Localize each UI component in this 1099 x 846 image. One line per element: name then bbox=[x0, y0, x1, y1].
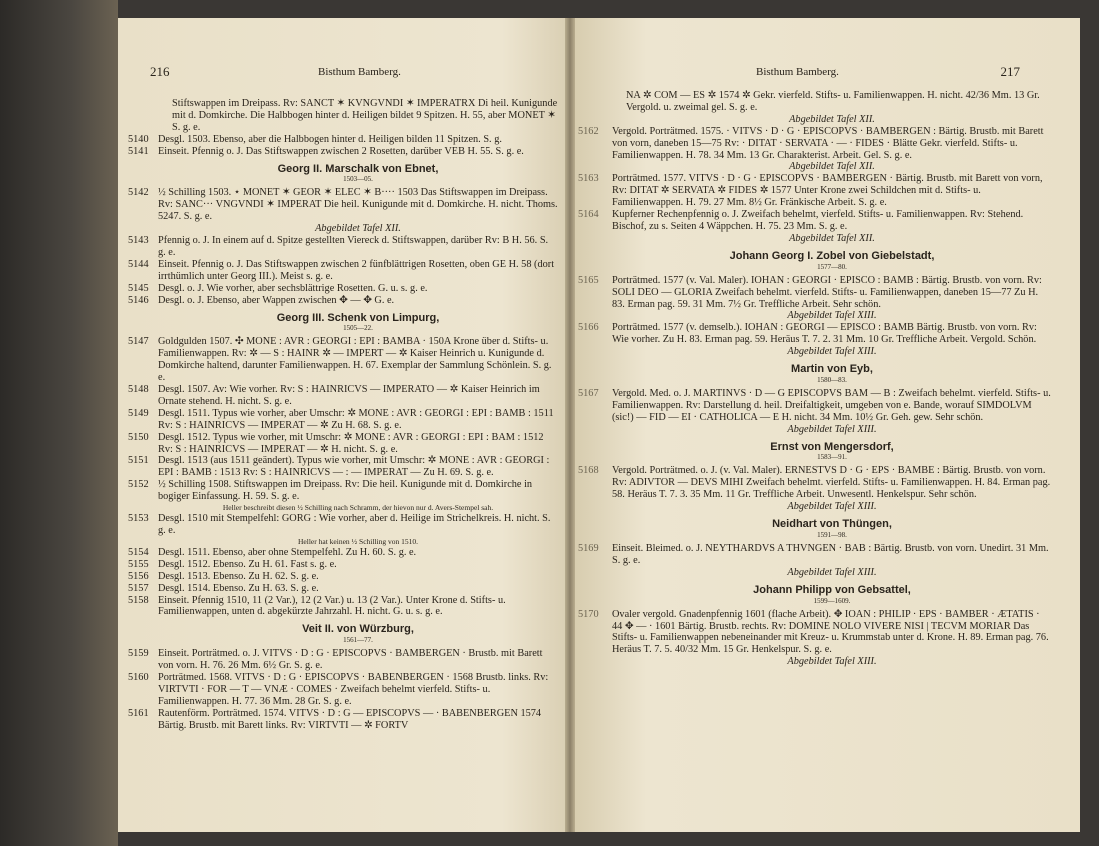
entry-text: Vergold. Med. o. J. MARTINVS · D — G EPISCOPVS BAM — B : Zweifach behelmt. vierfeld. Stifts- u. Familienwappen. Rv: Darstellung d. heil. Dreifaltigkeit, umgeben von e. Bande, worauf SIMDOLVM (sic!) — FID — EI · CATHOLICA — E H. nicht. 34 Mm. 10½ Gr. Geh. gew. Sehr schön. bbox=[612, 387, 1051, 423]
entry-number: 5151 bbox=[128, 455, 149, 467]
catalogue-entry bbox=[128, 648, 558, 672]
entry-text: Desgl. 1507. Av: Wie vorher. Rv: S : HAINRICVS — IMPERATO — ✲ Kaiser Heinrich im Ornate stehend. H. nicht. S. g. e. bbox=[158, 384, 540, 407]
entry-text: Vergold. Porträtmed. o. J. (v. Val. Maler). ERNESTVS D · G · EPS · BAMBE : Bärtig. Brustb. von vorn. Rv: ADIVTOR — DEVS MIHI Zweifach behelmt. vierfeld. Stifts- u. Familienwappen. H. 84. Erman pag. 58. Heräus T. 7. 3. 35 Mm. 11 Gr. Treffliche Arbeit. Unwesentl. Henkelspur. Sehr schön. bbox=[612, 465, 1051, 501]
left-page bbox=[118, 18, 570, 832]
entry-text: Desgl. 1513 (aus 1511 geändert). Typus wie vorher, mit Umschr: ✲ MONE : AVR : GEORGI : EPI : BAMB : 1513 Rv: S : HAINRICVS — : — IMPERAT — Zu H. 69. S. g. e. bbox=[158, 455, 550, 479]
entry-number: 5147 bbox=[128, 336, 149, 348]
catalogue-entry bbox=[578, 274, 1052, 311]
section-dates: 1505—22. bbox=[343, 324, 373, 333]
catalogue-entry bbox=[128, 570, 558, 583]
entry-text: Desgl. 1511. Ebenso, aber ohne Stempelfehl. Zu H. 60. S. g. e. bbox=[158, 546, 417, 558]
plate-reference: Abgebildet Tafel XII. bbox=[789, 161, 875, 173]
entry-text: Desgl. 1512. Typus wie vorher, mit Umschr: ✲ MONE : AVR : GEORGI : EPI : BAM : 1512 Rv: S : HAINRICVS — IMPERAT — ✲ H. nicht. S. g. e. bbox=[158, 431, 544, 455]
running-header-left: Bisthum Bamberg. bbox=[318, 66, 401, 78]
entry-text: Desgl. 1510 mit Stempelfehl: GORG : Wie vorher, aber d. Heilige im Strichelkreis. H. nicht. S. g. e. bbox=[158, 513, 551, 536]
catalogue-entry bbox=[128, 672, 558, 708]
section-dates: 1583—91. bbox=[817, 453, 847, 462]
page-number-right: 217 bbox=[1000, 64, 1020, 79]
plate-reference: Abgebildet Tafel XIII. bbox=[787, 346, 877, 358]
entry-number: 5161 bbox=[128, 707, 149, 719]
entry-number: 5157 bbox=[128, 582, 149, 594]
entry-text: Porträtmed. 1577 (v. demselb.). IOHAN : GEORGI — EPISCO : BAMB Bärtig. Brustb. von vorn. Rv: Wie vorher. Zu H. 83. Erman pag. 59. Heräus T. 7. 2. 31 Mm. 10 Gr. Treffliche Arbeit. Vergold. Schön. bbox=[612, 322, 1037, 346]
section-title: Neidhart von Thüngen, bbox=[772, 518, 892, 531]
section-title: Johann Philipp von Gebsattel, bbox=[753, 583, 911, 596]
section-heading bbox=[612, 519, 1052, 539]
entry-text: Desgl. 1511. Typus wie vorher, aber Umschr: ✲ MONE : AVR : GEORGI : EPI : BAMB : 1511 Rv: S : HAINRICVS — IMPERAT — ✲ Zu H. 68. S. g. e. bbox=[158, 407, 554, 431]
catalogue-entry bbox=[578, 125, 1052, 162]
entry-number: 5144 bbox=[128, 258, 149, 270]
entry-text: Einseit. Pfennig 1510, 11 (2 Var.), 12 (2 Var.) u. 13 (2 Var.). Unter Krone d. Stifts- u. Familienwappen, unten d. abgekürzte Jahrzahl. H. nicht. G. u. s. g. e. bbox=[158, 594, 506, 618]
plate-reference: Abgebildet Tafel XIII. bbox=[787, 656, 877, 668]
section-title: Martin von Eyb, bbox=[791, 363, 873, 376]
plate-reference: Abgebildet Tafel XIII. bbox=[787, 310, 877, 322]
entry-text: Porträtmed. 1568. VITVS · D : G · EPISCOPVS · BABENBERGEN · 1568 Brustb. links. Rv: VIRTVTI · FOR — T — VNÆ · COMES · Zweifach behelmt vierfeld. Stifts- u. Familienwappen. H. 77. 36 Mm. 28 Gr. S. g. e. bbox=[158, 672, 549, 707]
catalogue-entry bbox=[128, 294, 558, 307]
entry-number: 5150 bbox=[128, 431, 149, 443]
entry-text: Desgl. o. J. Ebenso, aber Wappen zwischen ✥ — ✥ G. e. bbox=[158, 294, 395, 306]
entry-text: ½ Schilling 1508. Stiftswappen im Dreipass. Rv: Die heil. Kunigunde mit d. Domkirche in bogiger Einfassung. H. 59. S. g. e. bbox=[158, 479, 533, 503]
entry-number: 5146 bbox=[128, 294, 149, 306]
entry-text: Einseit. Bleimed. o. J. NEYTHARDVS A THVNGEN · BAB : Bärtig. Brustb. von vorn. Unedirt. 31 Mm. S. g. e. bbox=[612, 543, 1049, 566]
entry-number: 5162 bbox=[578, 125, 599, 137]
plate-reference: Abgebildet Tafel XII. bbox=[789, 232, 875, 244]
entry-number: 5163 bbox=[578, 173, 599, 185]
catalogue-entry bbox=[578, 322, 1052, 346]
running-header-right: Bisthum Bamberg. bbox=[756, 66, 839, 78]
section-dates: 1561—77. bbox=[343, 636, 373, 645]
catalogue-entry bbox=[578, 465, 1052, 501]
entry-text: Desgl. 1514. Ebenso. Zu H. 63. S. g. e. bbox=[158, 582, 319, 594]
catalogue-entry bbox=[128, 235, 558, 259]
plate-reference: Abgebildet Tafel XIII. bbox=[787, 566, 877, 578]
continued-text: NA ✲ COM — ES ✲ 1574 ✲ Gekr. vierfeld. Stifts- u. Familienwappen. H. nicht. 42/36 Mm. 13 Gr. Vergold. u. zweimal gel. S. g. e. bbox=[626, 90, 1040, 113]
entry-text: ½ Schilling 1503. ⋆ MONET ✶ GEOR ✶ ELEC ✶ B···· 1503 Das Stiftswappen im Dreipass. Rv: SANC··· VNGVNDI ✶ IMPERAT Die heil. Kunigunde mit d. Domkirche. H. nicht. Thoms. 5247. S. g. e. bbox=[158, 187, 558, 223]
catalogue-entry bbox=[128, 384, 558, 408]
entry-number: 5155 bbox=[128, 558, 149, 570]
catalogue-entry bbox=[128, 582, 558, 595]
entry-number: 5153 bbox=[128, 513, 149, 525]
book-spine bbox=[565, 18, 575, 832]
entry-number: 5140 bbox=[128, 133, 149, 145]
entry-number: 5166 bbox=[578, 322, 599, 334]
entry-text: Desgl. o. J. Wie vorher, aber sechsblättrige Rosetten. G. u. s. g. e. bbox=[158, 282, 428, 294]
entry-number: 5145 bbox=[128, 282, 149, 294]
entry-number: 5164 bbox=[578, 209, 599, 221]
catalogue-entry bbox=[128, 513, 558, 537]
catalogue-entry bbox=[128, 455, 558, 479]
plate-reference: Abgebildet Tafel XII. bbox=[315, 223, 401, 235]
catalogue-entry bbox=[128, 431, 558, 456]
catalogue-entry bbox=[578, 209, 1052, 233]
section-dates: 1580—83. bbox=[817, 375, 847, 384]
section-heading bbox=[612, 585, 1052, 605]
catalogue-entry bbox=[128, 407, 558, 432]
catalogue-entry bbox=[578, 173, 1052, 209]
footnote: Heller hat keinen ½ Schilling von 1510. bbox=[298, 536, 418, 546]
plate-reference: Abgebildet Tafel XIII. bbox=[787, 501, 877, 513]
section-dates: 1503—05. bbox=[343, 175, 373, 184]
section-title: Georg II. Marschalk von Ebnet, bbox=[277, 162, 439, 175]
catalogue-entry bbox=[128, 282, 558, 295]
catalogue-entry bbox=[128, 707, 558, 732]
entry-text: Desgl. 1503. Ebenso, aber die Halbbogen hinter d. Heiligen bilden 11 Spitzen. S. g. bbox=[158, 133, 502, 145]
plate-reference: Abgebildet Tafel XIII. bbox=[787, 423, 877, 435]
entry-number: 5169 bbox=[578, 543, 599, 554]
entry-number: 5167 bbox=[578, 387, 599, 399]
entry-number: 5141 bbox=[128, 145, 149, 157]
entry-number: 5148 bbox=[128, 384, 149, 396]
entry-text: Einseit. Porträtmed. o. J. VITVS · D : G · EPISCOPVS · BAMBERGEN · Brustb. mit Barett von vorn. H. 76. 26 Mm. 6½ Gr. S. g. e. bbox=[158, 648, 543, 672]
entry-text: Porträtmed. 1577. VITVS · D · G · EPISCOPVS · BAMBERGEN · Bärtig. Brustb. mit Barett von vorn, Rv: DITAT ✲ SERVATA ✲ FIDES ✲ 1577 Unter Krone zwei Schildchen mit d. Stifts- u. Familienwappen. H. 79. 27 Mm. 8½ Gr. Fränkische Arbeit. S. g. e. bbox=[612, 173, 1043, 209]
section-heading bbox=[612, 251, 1052, 271]
section-heading bbox=[158, 313, 558, 333]
entry-number: 5165 bbox=[578, 274, 599, 286]
entry-number: 5158 bbox=[128, 594, 149, 606]
entry-number: 5159 bbox=[128, 648, 149, 660]
entry-text: Vergold. Porträtmed. 1575. · VITVS · D · G · EPISCOPVS · BAMBERGEN : Bärtig. Brustb. mit Barett von vorn, daneben 15—75 Rv: · DITAT · SERVATA · — · FIDES · Blätte Gekr. vierfeld. Stifts- u. Familienwappen. H. 78. 34 Mm. 13 Gr. Charakterist. Arbeit. Gel. S. g. e. bbox=[612, 125, 1044, 161]
entry-number: 5154 bbox=[128, 546, 149, 558]
entry-text: Goldgulden 1507. ✣ MONE : AVR : GEORGI : EPI : BAMBA · 150A Krone über d. Stifts- u. Familienwappen. Rv: ✲ — S : HAINR ✲ — IMPERT — ✲ Kaiser Heinrich u. Kunigunde d. Domkirche haltend, darunter Familienwappen. H. 67. Exemplar der Sammlung Schönlein. S. g. e. bbox=[158, 336, 552, 384]
section-title: Ernst von Mengersdorf, bbox=[770, 440, 894, 453]
plate-reference: Abgebildet Tafel XII. bbox=[789, 113, 875, 125]
section-dates: 1599—1609. bbox=[813, 596, 851, 605]
catalogue-entry bbox=[578, 387, 1052, 424]
footnote: Heller beschreibt diesen ½ Schilling nach Schramm, der hievon nur d. Avers-Stempel sah. bbox=[222, 503, 494, 513]
entry-number: 5152 bbox=[128, 479, 149, 491]
page-number-left: 216 bbox=[150, 64, 170, 79]
catalogue-entry bbox=[128, 258, 558, 283]
section-heading bbox=[612, 364, 1052, 384]
entry-number: 5156 bbox=[128, 570, 149, 582]
entry-number: 5142 bbox=[128, 187, 149, 199]
entry-number: 5170 bbox=[578, 608, 599, 620]
continued-text: Stiftswappen im Dreipass. Rv: SANCT ✶ KVNGVNDI ✶ IMPERATRX Di heil. Kunigunde mit d. Domkirche. Die Halbbogen hinter d. Heiligen bildet 9 Spitzen. H. 55, aber MONET ✶ S. g. e. bbox=[172, 98, 558, 133]
section-title: Georg III. Schenk von Limpurg, bbox=[276, 311, 440, 324]
entry-text: Einseit. Pfennig o. J. Das Stiftswappen zwischen 2 Rosetten, darüber VEB H. 55. S. g. e. bbox=[158, 145, 524, 157]
right-text-column bbox=[578, 90, 1052, 668]
entry-text: Porträtmed. 1577 (v. Val. Maler). IOHAN : GEORGI · EPISCO : BAMB : Bärtig. Brustb. von vorn. Rv: SOLI DEO — GLORIA Zweifach behelmt. vierfeld. Stifts- u. Familienwappen, daneben 15—77 Zu H. 83. Erman pag. 59. 31 Mm. 7½ Gr. Treffliche Arbeit. Sehr schön. bbox=[612, 274, 1042, 310]
entry-text: Ovaler vergold. Gnadenpfennig 1601 (flache Arbeit). ✥ IOAN : PHILIP · EPS · BAMBER · ÆTATIS · 44 ✥ — · 1601 Bärtig. Brustb. rechts. Rv: DOMINE NOLO VIVERE NISI | TECVM MORIAR Das Stifts- u. Familienwappen nebeneinander mit Kreuz- u. Krummstab unter d. Krone. H. 89. Erman pag. 76. Heräus T. 7. 5. 40/32 Mm. 15 Gr. Henkelspur. S. g. e. bbox=[612, 608, 1049, 656]
catalogue-entry bbox=[128, 336, 558, 384]
catalogue-entry bbox=[128, 479, 558, 503]
entry-number: 5168 bbox=[578, 465, 599, 477]
section-title: Johann Georg I. Zobel von Giebelstadt, bbox=[729, 249, 935, 262]
catalogue-entry bbox=[578, 543, 1052, 567]
entry-text: Kupferner Rechenpfennig o. J. Zweifach behelmt, vierfeld. Stifts- u. Familienwappen. Rv: Stehend. Bischof, zu s. Seiten 4 Wäppchen. H. 75. 23 Mm. S. g. e. bbox=[612, 209, 1024, 232]
section-heading bbox=[158, 624, 558, 644]
book-binding-edge bbox=[0, 0, 118, 846]
catalogue-entry bbox=[128, 133, 558, 146]
catalogue-entry bbox=[128, 594, 558, 619]
entry-text: Pfennig o. J. In einem auf d. Spitze gestellten Viereck d. Stiftswappen, darüber Rv: B H. 56. S. g. e. bbox=[158, 235, 549, 258]
catalogue-entry bbox=[128, 546, 558, 559]
section-heading bbox=[158, 164, 558, 184]
section-title: Veit II. von Würzburg, bbox=[302, 623, 414, 636]
section-heading bbox=[612, 442, 1052, 462]
entry-number: 5143 bbox=[128, 235, 149, 247]
section-dates: 1577—80. bbox=[817, 262, 847, 271]
catalogue-entry bbox=[128, 558, 558, 571]
entry-text: Einseit. Pfennig o. J. Das Stiftswappen zwischen 2 fünfblättrigen Rosetten, oben GE H. 58 (dort irrthümlich unter Georg III.). Meist s. g. e. bbox=[158, 258, 555, 282]
entry-text: Desgl. 1512. Ebenso. Zu H. 61. Fast s. g. e. bbox=[158, 558, 337, 570]
right-page bbox=[570, 18, 1080, 832]
entry-text: Rautenförm. Porträtmed. 1574. VITVS · D : G — EPISCOPVS — · BABENBERGEN 1574 Bärtig. Brustb. mit Barett links. Rv: VIRTVTI — ✲ FORTV bbox=[158, 707, 542, 731]
left-text-column bbox=[128, 98, 558, 732]
catalogue-entry bbox=[128, 145, 558, 158]
entry-number: 5149 bbox=[128, 407, 149, 419]
entry-number: 5160 bbox=[128, 672, 149, 684]
catalogue-entry bbox=[578, 608, 1052, 657]
catalogue-entry bbox=[128, 187, 558, 223]
entry-text: Desgl. 1513. Ebenso. Zu H. 62. S. g. e. bbox=[158, 570, 319, 582]
section-dates: 1591—98. bbox=[817, 531, 847, 539]
